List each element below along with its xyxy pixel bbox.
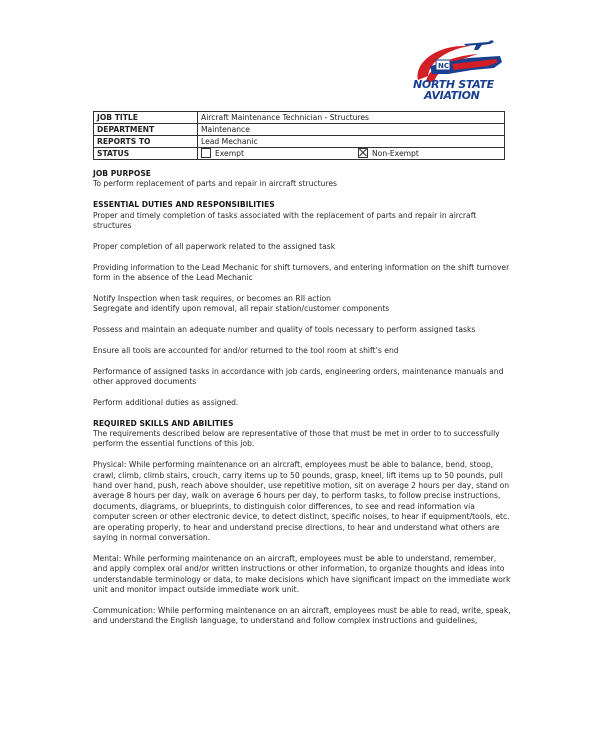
duty-item: Proper and timely completion of tasks associated with the replacement of parts and repair in aircraft structures [93,210,477,231]
skills-heading: REQUIRED SKILLS AND ABILITIES [93,418,234,428]
table-row [94,124,505,136]
status-options [198,148,505,160]
document-body [93,169,511,627]
department-value: Maintenance [198,124,505,136]
duty-item: Performance of assigned tasks in accordance with job cards, engineering orders, maintenance manuals and other approved documents [93,366,504,387]
non-exempt-checkbox[interactable] [358,148,368,158]
status-label: STATUS [94,148,198,160]
duty-item: Segregate and identify upon removal, all repair station/customer components [93,304,390,314]
duty-item: Notify Inspection when task requires, or becomes an RII action [93,293,331,303]
table-row [94,136,505,148]
table-row [94,112,505,124]
non-exempt-label: Non-Exempt [372,149,419,158]
exempt-checkbox[interactable] [201,148,211,158]
reports-to-label: REPORTS TO [94,136,198,148]
logo-text-north-state: NORTH STATE [413,78,494,91]
svg-text:NC: NC [438,62,449,70]
department-label: DEPARTMENT [94,124,198,136]
airplane-icon [464,40,494,50]
job-title-label: JOB TITLE [94,112,198,124]
job-info-table [93,111,505,160]
duty-item: Perform additional duties as assigned. [93,397,239,407]
duty-item: Ensure all tools are accounted for and/or returned to the tool room at shift’s end [93,345,399,355]
skills-physical: Physical: While performing maintenance on an aircraft, employees must be able to balance, bend, stoop, crawl, climb, climb stairs, crouch, carry items up to 50 pounds, grasp, kneel, lift items up to 50 pounds, pull hand over hand, push, reach above shoulder, use repetitive motion, sit on average 2 hours per day, stand on average 8 hours per day, walk on average 6 hours per day, to perform tasks, to follow precise instructions, documents, diagrams, or blueprints, to distinguish color differences, to see and read information via computer screen or other electronic device, to detect distinct, specific noises, to hear if equipment/tools, etc. are operating properly, to hear and understand precise directions, to hear and understand what others are saying in normal conversation. [93,460,510,543]
logo-text-aviation: AVIATION [424,89,480,102]
job-purpose-text: To perform replacement of parts and repair in aircraft structures [93,179,337,189]
skills-mental: Mental: While performing maintenance on an aircraft, employees must be able to understand, remember, and apply complex oral and/or written instructions or other information, to organize thoughts and ideas into understandable terminology or data, to make decisions which have significant impact on the immediate work unit and monitor impact outside immediate work unit. [93,553,511,595]
exempt-label: Exempt [215,149,244,158]
duties-heading: ESSENTIAL DUTIES AND RESPONSIBILITIES [93,200,275,210]
skills-intro: The requirements described below are representative of those that must be met in order to to successfully perform the essential functions of this job. [93,429,500,449]
duty-item: Providing information to the Lead Mechanic for shift turnovers, and entering information on the shift turnover form in the absence of the Lead Mechanic [93,262,510,283]
skills-communication: Communication: While performing maintenance on an aircraft, employees must be able to read, write, speak, and understand the English language, to understand and follow complex instructions and guidelines, [93,605,511,626]
job-title-value: Aircraft Maintenance Technician - Structures [198,112,505,124]
table-row [94,148,505,160]
duty-item: Possess and maintain an adequate number and quality of tools necessary to perform assigned tasks [93,325,476,335]
duty-item: Proper completion of all paperwork related to the assigned task [93,241,336,251]
job-purpose-heading: JOB PURPOSE [93,169,151,178]
reports-to-value: Lead Mechanic [198,136,505,148]
